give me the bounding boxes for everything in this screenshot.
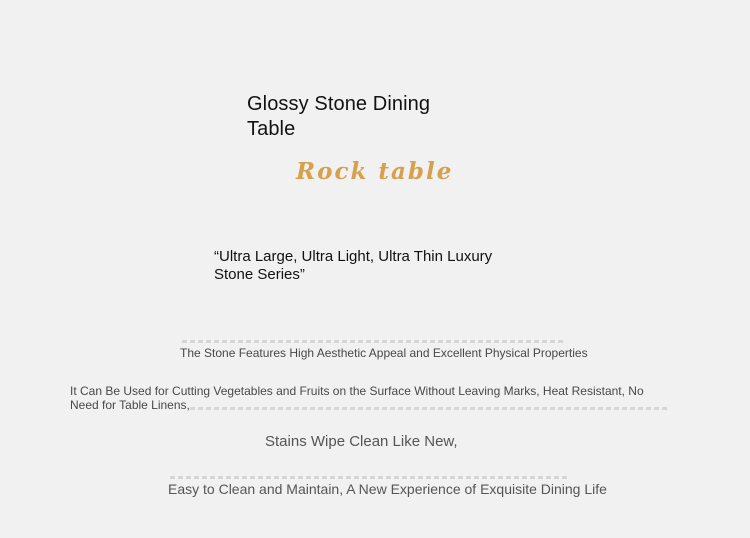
page-subtitle: Rock table xyxy=(296,158,454,185)
feature-stains: Stains Wipe Clean Like New, xyxy=(265,433,458,450)
feature-cutting: It Can Be Used for Cutting Vegetables and Fruits on the Surface Without Leaving Marks, Heat Resistant, No Need for Table Linens, xyxy=(70,384,644,412)
feature-aesthetic: The Stone Features High Aesthetic Appeal and Excellent Physical Properties xyxy=(180,346,588,360)
decorative-strike-line-3 xyxy=(170,476,570,479)
decorative-strike-line-2 xyxy=(190,407,670,410)
page-title: Glossy Stone Dining Table xyxy=(247,93,431,140)
decorative-strike-line-1 xyxy=(182,340,565,343)
feature-maintenance: Easy to Clean and Maintain, A New Experience of Exquisite Dining Life xyxy=(168,481,607,497)
quote-text: “Ultra Large, Ultra Light, Ultra Thin Luxury Stone Series” xyxy=(214,248,493,283)
